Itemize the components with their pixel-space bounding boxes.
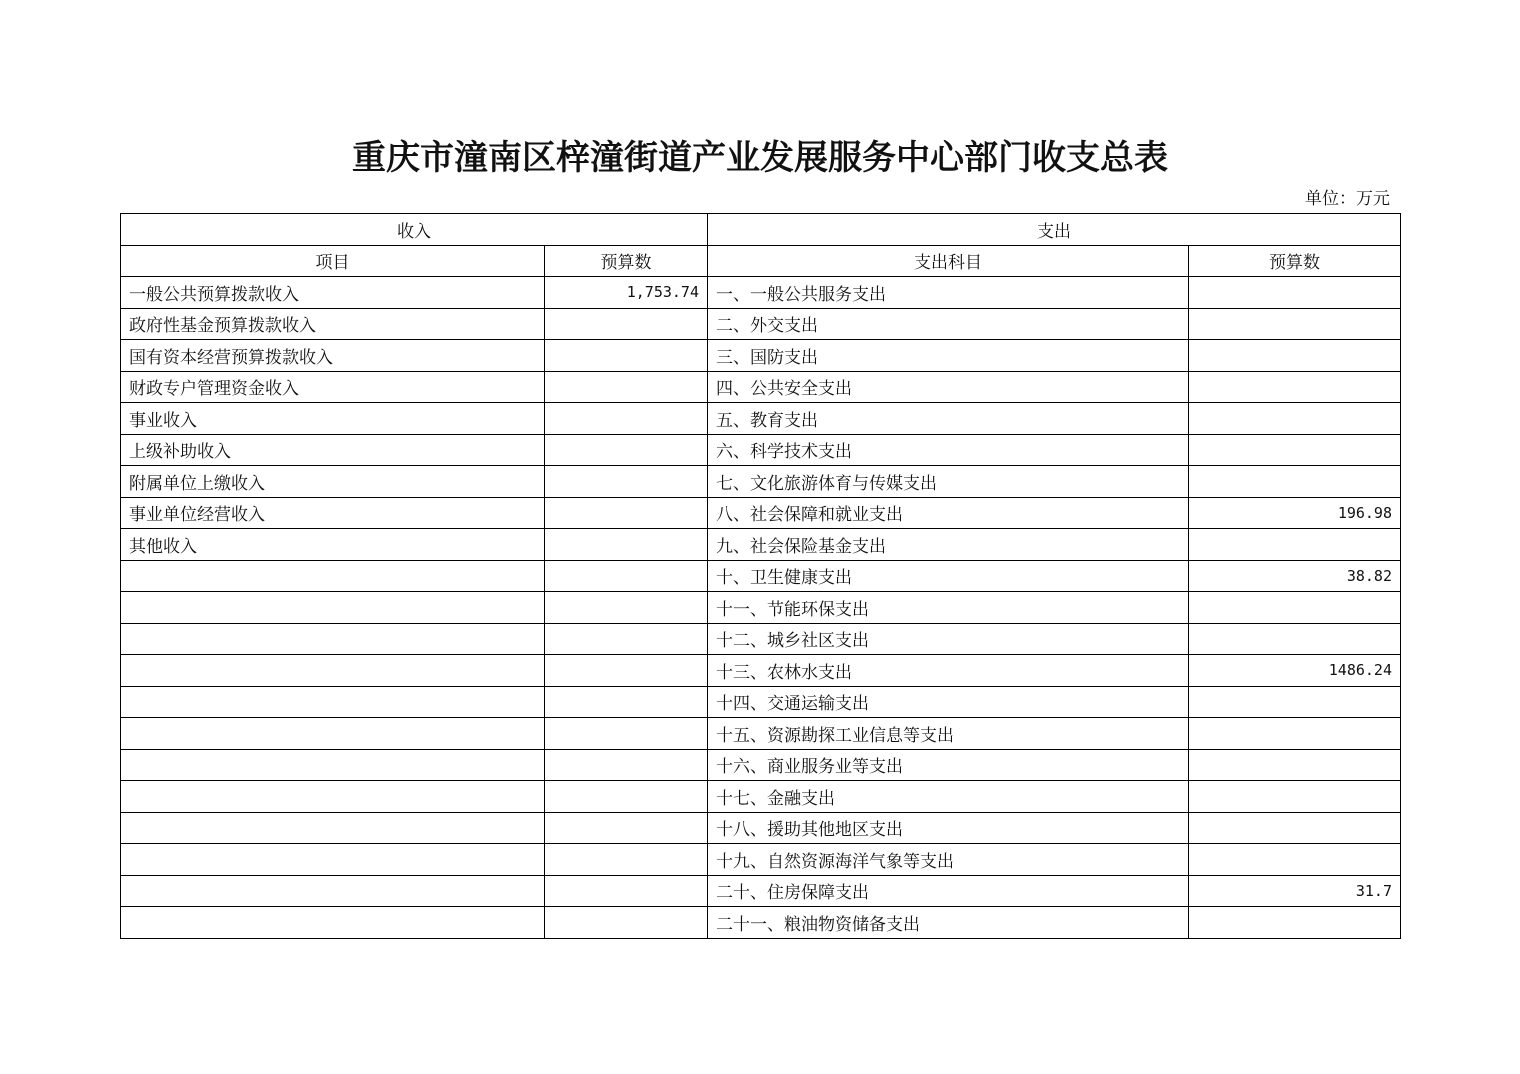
table-row — [121, 403, 1401, 435]
income-amount-cell — [545, 844, 708, 876]
expense-item-cell: 六、科学技术支出 — [708, 434, 1189, 466]
table-row — [121, 812, 1401, 844]
income-amount-cell — [545, 560, 708, 592]
expense-item-cell: 十七、金融支出 — [708, 781, 1189, 813]
expense-amount-cell: 38.82 — [1189, 560, 1401, 592]
expense-amount-cell — [1189, 403, 1401, 435]
table-row — [121, 466, 1401, 498]
expense-item-cell: 十九、自然资源海洋气象等支出 — [708, 844, 1189, 876]
expense-item-cell: 十八、援助其他地区支出 — [708, 812, 1189, 844]
income-item-cell: 一般公共预算拨款收入 — [121, 277, 545, 309]
income-amount-cell — [545, 781, 708, 813]
income-amount-cell — [545, 308, 708, 340]
income-budget-column-header: 预算数 — [545, 245, 708, 277]
expense-group-header: 支出 — [708, 214, 1401, 246]
table-row — [121, 371, 1401, 403]
income-amount-cell — [545, 718, 708, 750]
expense-amount-cell — [1189, 812, 1401, 844]
table-body — [121, 277, 1401, 939]
table-row — [121, 340, 1401, 372]
income-item-cell — [121, 875, 545, 907]
table-row — [121, 875, 1401, 907]
expense-amount-cell: 31.7 — [1189, 875, 1401, 907]
income-item-cell: 政府性基金预算拨款收入 — [121, 308, 545, 340]
expense-item-cell: 二十、住房保障支出 — [708, 875, 1189, 907]
table-row — [121, 686, 1401, 718]
income-item-cell: 附属单位上缴收入 — [121, 466, 545, 498]
expense-amount-cell — [1189, 718, 1401, 750]
table-group-header-row — [121, 214, 1401, 246]
page-title: 重庆市潼南区梓潼街道产业发展服务中心部门收支总表 — [352, 138, 1168, 178]
table-row — [121, 497, 1401, 529]
expense-amount-cell — [1189, 907, 1401, 939]
expense-amount-cell — [1189, 592, 1401, 624]
income-item-column-header: 项目 — [121, 245, 545, 277]
expense-item-cell: 十一、节能环保支出 — [708, 592, 1189, 624]
table-row — [121, 844, 1401, 876]
table-row — [121, 781, 1401, 813]
unit-label: 单位：万元 — [1305, 189, 1390, 209]
expense-amount-cell: 1486.24 — [1189, 655, 1401, 687]
expense-amount-cell — [1189, 340, 1401, 372]
income-item-cell — [121, 907, 545, 939]
expense-item-cell: 十四、交通运输支出 — [708, 686, 1189, 718]
table-row — [121, 434, 1401, 466]
table-row — [121, 277, 1401, 309]
expense-item-cell: 五、教育支出 — [708, 403, 1189, 435]
income-amount-cell — [545, 623, 708, 655]
expense-amount-cell: 196.98 — [1189, 497, 1401, 529]
table-row — [121, 655, 1401, 687]
income-amount-cell — [545, 466, 708, 498]
income-amount-cell: 1,753.74 — [545, 277, 708, 309]
expense-item-cell: 十六、商业服务业等支出 — [708, 749, 1189, 781]
table-row — [121, 907, 1401, 939]
expense-amount-cell — [1189, 277, 1401, 309]
table-row — [121, 623, 1401, 655]
income-item-cell — [121, 781, 545, 813]
income-item-cell — [121, 812, 545, 844]
expense-item-cell: 七、文化旅游体育与传媒支出 — [708, 466, 1189, 498]
expense-item-cell: 八、社会保障和就业支出 — [708, 497, 1189, 529]
expense-amount-cell — [1189, 371, 1401, 403]
expense-item-cell: 一、一般公共服务支出 — [708, 277, 1189, 309]
expense-item-column-header: 支出科目 — [708, 245, 1189, 277]
income-amount-cell — [545, 592, 708, 624]
income-item-cell: 事业单位经营收入 — [121, 497, 545, 529]
income-amount-cell — [545, 434, 708, 466]
income-amount-cell — [545, 529, 708, 561]
table-row — [121, 592, 1401, 624]
expense-amount-cell — [1189, 434, 1401, 466]
table-row — [121, 749, 1401, 781]
expense-item-cell: 二、外交支出 — [708, 308, 1189, 340]
income-amount-cell — [545, 812, 708, 844]
income-amount-cell — [545, 686, 708, 718]
income-amount-cell — [545, 371, 708, 403]
expense-amount-cell — [1189, 623, 1401, 655]
budget-table — [120, 213, 1401, 939]
income-amount-cell — [545, 497, 708, 529]
expense-item-cell: 十五、资源勘探工业信息等支出 — [708, 718, 1189, 750]
income-amount-cell — [545, 655, 708, 687]
expense-amount-cell — [1189, 686, 1401, 718]
table-row — [121, 718, 1401, 750]
expense-item-cell: 二十一、粮油物资储备支出 — [708, 907, 1189, 939]
table-row — [121, 308, 1401, 340]
expense-amount-cell — [1189, 781, 1401, 813]
income-item-cell — [121, 592, 545, 624]
expense-item-cell: 三、国防支出 — [708, 340, 1189, 372]
income-amount-cell — [545, 403, 708, 435]
income-amount-cell — [545, 907, 708, 939]
expense-amount-cell — [1189, 529, 1401, 561]
income-item-cell: 事业收入 — [121, 403, 545, 435]
income-item-cell: 其他收入 — [121, 529, 545, 561]
expense-amount-cell — [1189, 844, 1401, 876]
income-item-cell — [121, 718, 545, 750]
income-amount-cell — [545, 749, 708, 781]
income-item-cell — [121, 686, 545, 718]
table-row — [121, 560, 1401, 592]
table-column-header-row — [121, 245, 1401, 277]
income-item-cell: 国有资本经营预算拨款收入 — [121, 340, 545, 372]
expense-amount-cell — [1189, 466, 1401, 498]
expense-item-cell: 十二、城乡社区支出 — [708, 623, 1189, 655]
expense-item-cell: 十三、农林水支出 — [708, 655, 1189, 687]
income-amount-cell — [545, 875, 708, 907]
income-group-header: 收入 — [121, 214, 708, 246]
income-item-cell — [121, 560, 545, 592]
expense-amount-cell — [1189, 749, 1401, 781]
table-row — [121, 529, 1401, 561]
expense-amount-cell — [1189, 308, 1401, 340]
expense-item-cell: 四、公共安全支出 — [708, 371, 1189, 403]
income-amount-cell — [545, 340, 708, 372]
income-item-cell: 财政专户管理资金收入 — [121, 371, 545, 403]
income-item-cell — [121, 844, 545, 876]
expense-budget-column-header: 预算数 — [1189, 245, 1401, 277]
income-item-cell — [121, 749, 545, 781]
income-item-cell: 上级补助收入 — [121, 434, 545, 466]
expense-item-cell: 十、卫生健康支出 — [708, 560, 1189, 592]
income-item-cell — [121, 623, 545, 655]
expense-item-cell: 九、社会保险基金支出 — [708, 529, 1189, 561]
income-item-cell — [121, 655, 545, 687]
